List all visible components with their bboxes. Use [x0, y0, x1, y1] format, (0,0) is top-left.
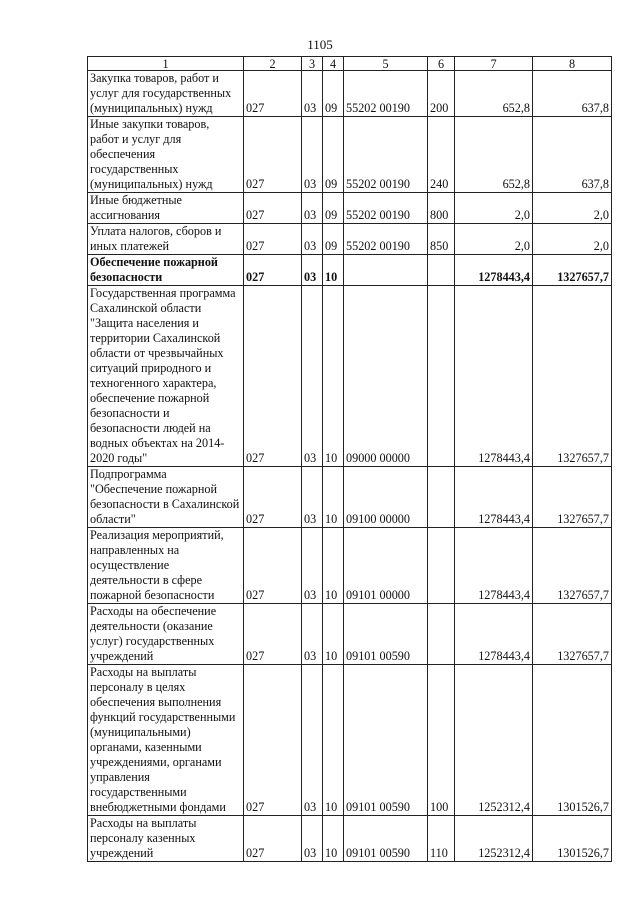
amount-year-1: 2,0	[455, 224, 533, 255]
section-code: 03	[302, 286, 323, 467]
target-article-code: 55202 00190	[344, 71, 428, 117]
subsection-code: 10	[323, 255, 344, 286]
amount-year-2: 637,8	[533, 117, 612, 193]
subsection-code: 10	[323, 665, 344, 816]
amount-year-1: 1252312,4	[455, 816, 533, 862]
header-row	[88, 57, 612, 71]
amount-year-1: 2,0	[455, 193, 533, 224]
row-name: Обеспечение пожарной безопасности	[88, 255, 244, 286]
admin-code: 027	[244, 255, 302, 286]
amount-year-2: 1327657,7	[533, 255, 612, 286]
table-row	[88, 665, 612, 816]
section-code: 03	[302, 224, 323, 255]
column-header: 1	[88, 57, 244, 71]
amount-year-1: 1278443,4	[455, 467, 533, 528]
subsection-code: 09	[323, 224, 344, 255]
amount-year-2: 1327657,7	[533, 467, 612, 528]
section-code: 03	[302, 467, 323, 528]
subsection-code: 09	[323, 71, 344, 117]
admin-code: 027	[244, 286, 302, 467]
amount-year-2: 1301526,7	[533, 816, 612, 862]
table-row	[88, 117, 612, 193]
subsection-code: 10	[323, 467, 344, 528]
section-code: 03	[302, 665, 323, 816]
amount-year-1: 652,8	[455, 117, 533, 193]
table-row	[88, 604, 612, 665]
table-row	[88, 193, 612, 224]
section-code: 03	[302, 117, 323, 193]
table-row	[88, 71, 612, 117]
target-article-code: 09000 00000	[344, 286, 428, 467]
row-name: Расходы на выплаты персоналу в целях обеспечения выполнения функций государственными (муниципальными) органами, казенными учреждениями, органами управления государственными внебюджетными фондами	[88, 665, 244, 816]
amount-year-2: 2,0	[533, 193, 612, 224]
column-header: 5	[344, 57, 428, 71]
admin-code: 027	[244, 528, 302, 604]
table-row	[88, 816, 612, 862]
target-article-code: 09101 00590	[344, 604, 428, 665]
table-row	[88, 467, 612, 528]
column-header: 4	[323, 57, 344, 71]
section-code: 03	[302, 255, 323, 286]
row-name: Реализация мероприятий, направленных на осуществление деятельности в сфере пожарной безопасности	[88, 528, 244, 604]
amount-year-2: 637,8	[533, 71, 612, 117]
expense-type-code	[428, 604, 455, 665]
amount-year-2: 1327657,7	[533, 528, 612, 604]
admin-code: 027	[244, 604, 302, 665]
expense-type-code: 110	[428, 816, 455, 862]
row-name: Уплата налогов, сборов и иных платежей	[88, 224, 244, 255]
admin-code: 027	[244, 665, 302, 816]
table-row	[88, 224, 612, 255]
row-name: Иные бюджетные ассигнования	[88, 193, 244, 224]
admin-code: 027	[244, 467, 302, 528]
section-code: 03	[302, 193, 323, 224]
target-article-code: 55202 00190	[344, 117, 428, 193]
section-code: 03	[302, 604, 323, 665]
subsection-code: 10	[323, 604, 344, 665]
subsection-code: 09	[323, 193, 344, 224]
section-code: 03	[302, 816, 323, 862]
section-code: 03	[302, 528, 323, 604]
expense-type-code: 800	[428, 193, 455, 224]
expense-type-code: 100	[428, 665, 455, 816]
amount-year-1: 1252312,4	[455, 665, 533, 816]
subsection-code: 10	[323, 816, 344, 862]
amount-year-2: 1301526,7	[533, 665, 612, 816]
subsection-code: 10	[323, 528, 344, 604]
table-row	[88, 286, 612, 467]
amount-year-1: 652,8	[455, 71, 533, 117]
target-article-code: 09100 00000	[344, 467, 428, 528]
target-article-code: 55202 00190	[344, 224, 428, 255]
table-row	[88, 528, 612, 604]
admin-code: 027	[244, 816, 302, 862]
target-article-code	[344, 255, 428, 286]
target-article-code: 09101 00590	[344, 665, 428, 816]
amount-year-1: 1278443,4	[455, 286, 533, 467]
row-name: Закупка товаров, работ и услуг для государственных (муниципальных) нужд	[88, 71, 244, 117]
column-header: 6	[428, 57, 455, 71]
amount-year-1: 1278443,4	[455, 604, 533, 665]
target-article-code: 09101 00590	[344, 816, 428, 862]
row-name: Расходы на выплаты персоналу казенных учреждений	[88, 816, 244, 862]
row-name: Расходы на обеспечение деятельности (оказание услуг) государственных учреждений	[88, 604, 244, 665]
expense-type-code	[428, 467, 455, 528]
subsection-code: 10	[323, 286, 344, 467]
expense-type-code	[428, 286, 455, 467]
section-code: 03	[302, 71, 323, 117]
budget-table	[87, 56, 612, 862]
expense-type-code	[428, 255, 455, 286]
expense-type-code	[428, 528, 455, 604]
admin-code: 027	[244, 224, 302, 255]
amount-year-1: 1278443,4	[455, 255, 533, 286]
amount-year-2: 1327657,7	[533, 286, 612, 467]
admin-code: 027	[244, 193, 302, 224]
expense-type-code: 850	[428, 224, 455, 255]
target-article-code: 55202 00190	[344, 193, 428, 224]
target-article-code: 09101 00000	[344, 528, 428, 604]
table-row	[88, 255, 612, 286]
amount-year-2: 2,0	[533, 224, 612, 255]
admin-code: 027	[244, 117, 302, 193]
expense-type-code: 240	[428, 117, 455, 193]
amount-year-1: 1278443,4	[455, 528, 533, 604]
subsection-code: 09	[323, 117, 344, 193]
column-header: 3	[302, 57, 323, 71]
column-header: 8	[533, 57, 612, 71]
amount-year-2: 1327657,7	[533, 604, 612, 665]
admin-code: 027	[244, 71, 302, 117]
row-name: Государственная программа Сахалинской области "Защита населения и территории Сахалинской области от чрезвычайных ситуаций природного и техногенного характера, обеспечение пожарной безопасности и безопасности людей на водных объектах на 2014-2020 годы"	[88, 286, 244, 467]
row-name: Иные закупки товаров, работ и услуг для обеспечения государственных (муниципальных) нужд	[88, 117, 244, 193]
expense-type-code: 200	[428, 71, 455, 117]
page-number: 1105	[307, 37, 333, 52]
column-header: 7	[455, 57, 533, 71]
column-header: 2	[244, 57, 302, 71]
row-name: Подпрограмма "Обеспечение пожарной безопасности в Сахалинской области"	[88, 467, 244, 528]
